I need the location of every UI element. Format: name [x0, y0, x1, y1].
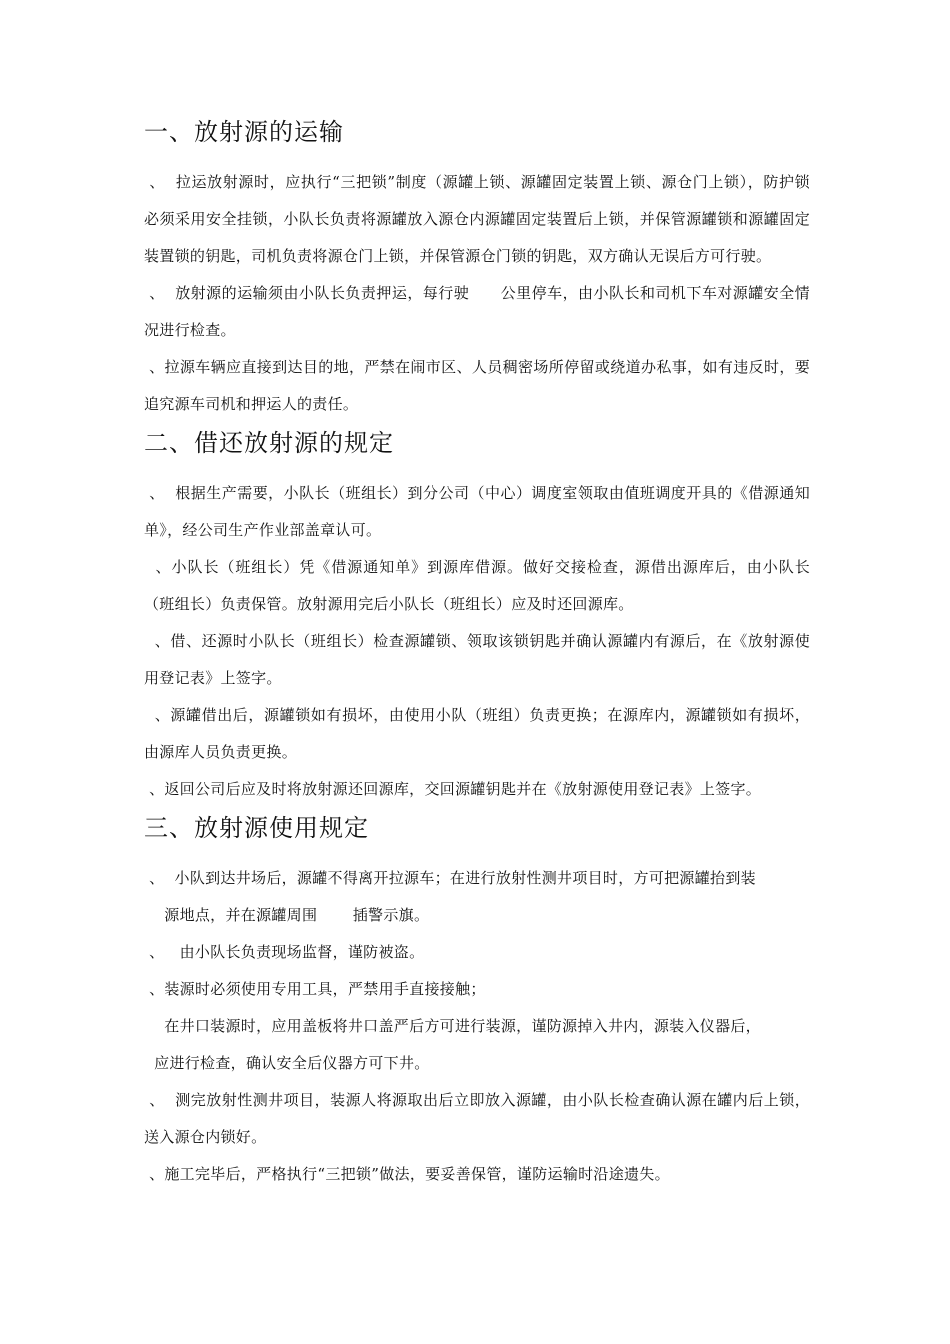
paragraph: 、 测完放射性测井项目，装源人将源取出后立即放入源罐，由小队长检查确认源在罐内后上锁，送入源仓内锁好。: [144, 1091, 810, 1146]
paragraph: 、 小队到达井场后，源罐不得离开拉源车；在进行放射性测井项目时，方可把源罐抬到装: [144, 869, 756, 887]
paragraph: 、拉源车辆应直接到达目的地，严禁在闹市区、人员稠密场所停留或绕道办私事，如有违反时，要追究源车司机和押运人的责任。: [144, 358, 810, 413]
paragraph: 源地点，并在源罐周围 插警示旗。: [144, 906, 430, 924]
section-heading-transport: 一、放射源的运输: [144, 118, 344, 146]
section-borrow-return: [144, 423, 810, 808]
paragraph: 、 由小队长负责现场监督，谨防被盗。: [144, 943, 425, 961]
paragraph: 在井口装源时，应用盖板将井口盖严后方可进行装源，谨防源掉入井内，源装入仪器后，: [144, 1017, 761, 1035]
section-heading-usage: 三、放射源使用规定: [144, 814, 369, 842]
paragraph: 、 放射源的运输须由小队长负责押运，每行驶 公里停车，由小队长和司机下车对源罐安全情况进行检查。: [144, 284, 810, 339]
paragraph: 、源罐借出后，源罐锁如有损坏，由使用小队（班组）负责更换；在源库内，源罐锁如有损坏，由源库人员负责更换。: [144, 706, 811, 761]
section-heading-borrow-return: 二、借还放射源的规定: [144, 429, 394, 457]
section-usage: [144, 808, 810, 1193]
paragraph: 、装源时必须使用专用工具，严禁用手直接接触；: [144, 980, 486, 998]
paragraph: 、施工完毕后，严格执行“三把锁”做法，要妥善保管，谨防运输时沿途遗失。: [144, 1165, 670, 1183]
paragraph: 应进行检查，确认安全后仪器方可下井。: [144, 1054, 430, 1072]
paragraph: 、借、还源时小队长（班组长）检查源罐锁、领取该锁钥匙并确认源罐内有源后，在《放射源使用登记表》上签字。: [144, 632, 811, 687]
section-transport: [144, 112, 810, 423]
document-body: [144, 112, 810, 1193]
paragraph: 、小队长（班组长）凭《借源通知单》到源库借源。做好交接检查，源借出源库后，由小队长（班组长）负责保管。放射源用完后小队长（班组长）应及时还回源库。: [144, 558, 810, 613]
paragraph: 、 拉运放射源时，应执行“三把锁”制度（源罐上锁、源罐固定装置上锁、源仓门上锁），防护锁必须采用安全挂锁，小队长负责将源罐放入源仓内源罐固定装置后上锁，并保管源罐锁和源罐固定装置锁的钥匙，司机负责将源仓门上锁，并保管源仓门锁的钥匙，双方确认无误后方可行驶。: [144, 173, 810, 265]
paragraph: 、 根据生产需要，小队长（班组长）到分公司（中心）调度室领取由值班调度开具的《借源通知单》，经公司生产作业部盖章认可。: [144, 484, 810, 539]
paragraph: 、返回公司后应及时将放射源还回源库，交回源罐钥匙并在《放射源使用登记表》上签字。: [144, 780, 762, 798]
